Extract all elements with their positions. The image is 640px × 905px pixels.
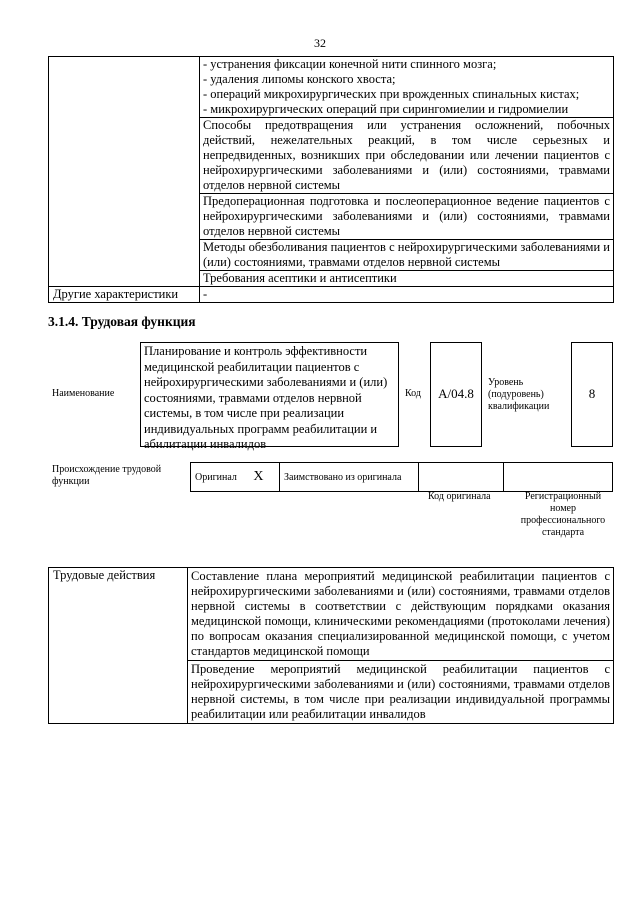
table-row: Предоперационная подготовка и послеоперационное ведение пациентов с нейрохирургическими заболеваниями и (или) состояниями, травмами отделов нервной системы (200, 194, 614, 240)
knowledge-table (48, 56, 614, 303)
list-item: - операций микрохирургических при врожденных спинальных кистах; (203, 87, 580, 101)
table-label-cell (49, 57, 200, 287)
table-row: Способы предотвращения или устранения осложнений, побочных действий, нежелательных реакций, в том числе серьезных и непредвиденных, возникших при обследовании или лечении пациентов с нейрохирургическими заболеваниями и (или) состояниями, травмами отделов нервной системы (200, 118, 614, 194)
name-label: Наименование (52, 388, 115, 399)
section-title: 3.1.4. Трудовая функция (48, 314, 196, 329)
list-item: - микрохирургических операций при сирингомиелии и гидромиелии (203, 102, 569, 116)
reg-number-cell (504, 463, 613, 492)
original-mark: X (253, 469, 264, 484)
bullet-list-cell (200, 57, 614, 118)
origin-label: Происхождение трудовой функции (52, 464, 162, 487)
labor-actions-table (48, 567, 614, 724)
qualification-level-box: 8 (571, 342, 613, 447)
qualification-level-label: Уровень (подуровень) квалификации (488, 377, 550, 412)
table-row: Проведение мероприятий медицинской реабилитации пациентов с нейрохирургическими заболеваниями и (или) состояниями, травмами отделов нервной системы, в том числе при реализации индивидуальной программы реабилитации или реабилитации инвалидов (188, 661, 614, 724)
page-number: 32 (314, 36, 326, 50)
origin-table (190, 462, 613, 492)
function-name-box: Планирование и контроль эффективности медицинской реабилитации пациентов с нейрохирургическими заболеваниями и (или) состояниями, травмами отделов нервной системы, в том числе при реализации индивидуальных программ реабилитации и абилитации инвалидов (140, 342, 399, 447)
original-cell: Оригинал X (191, 463, 280, 492)
other-characteristics-label: Другие характеристики (49, 287, 200, 303)
table-row: Методы обезболивания пациентов с нейрохирургическими заболеваниями и (или) состояниями, травмами отделов нервной системы (200, 240, 614, 271)
list-item: - удаления липомы конского хвоста; (203, 72, 396, 86)
borrowed-cell: Заимствовано из оригинала (280, 463, 419, 492)
table-row: Составление плана мероприятий медицинской реабилитации пациентов с нейрохирургическими заболеваниями и (или) состояниями, травмами отделов нервной системы в соответствии с действующим порядками оказания медицинской помощи, клиническими рекомендациями (протоколами лечения) по вопросам оказания специализированной медицинской помощи, с учетом стандартов медицинской помощи (188, 568, 614, 661)
other-characteristics-value: - (200, 287, 614, 303)
labor-actions-label: Трудовые действия (49, 568, 188, 724)
function-code-box: A/04.8 (430, 342, 482, 447)
code-label: Код (405, 388, 421, 399)
code-original-cell (419, 463, 504, 492)
code-original-label: Код оригинала (428, 491, 491, 502)
registration-number-label: Регистрационный номер профессионального стандарта (520, 491, 606, 538)
list-item: - устранения фиксации конечной нити спинного мозга; (203, 57, 497, 71)
table-row: Требования асептики и антисептики (200, 271, 614, 287)
